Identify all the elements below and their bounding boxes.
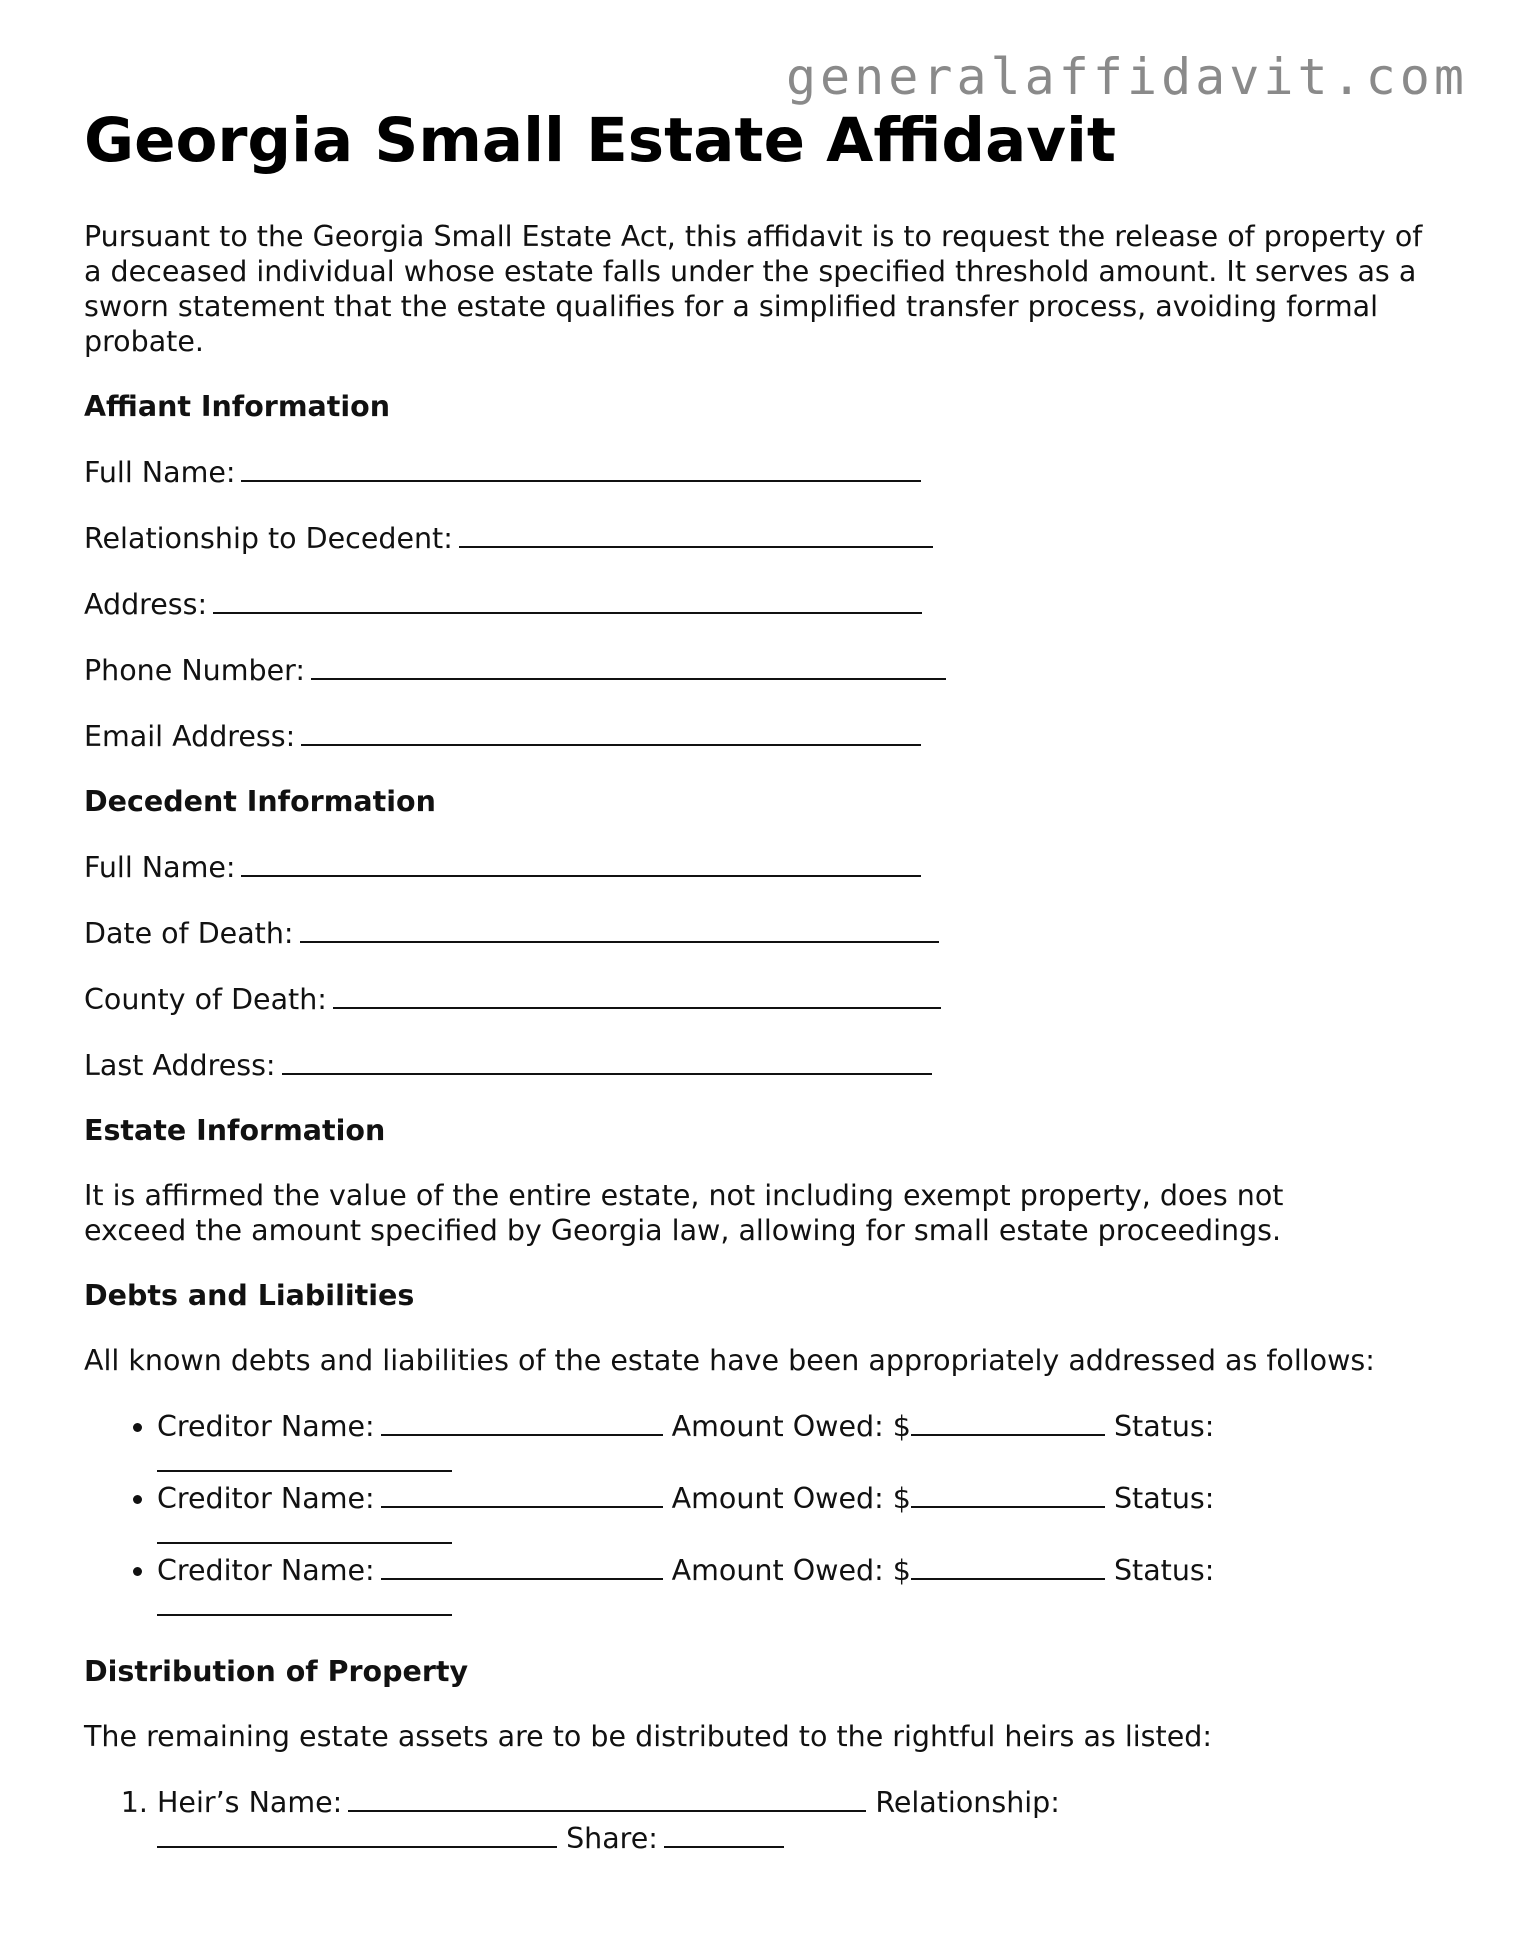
status-blank[interactable] xyxy=(157,1588,452,1616)
creditor-list xyxy=(84,1408,1464,1624)
heir-relationship-blank[interactable] xyxy=(157,1820,557,1848)
creditor-name-blank[interactable] xyxy=(381,1480,663,1508)
affiant-address-label: Address: xyxy=(84,588,208,621)
affiant-email-field xyxy=(84,718,1464,754)
affiant-email-label: Email Address: xyxy=(84,720,296,753)
affiant-email-blank[interactable] xyxy=(301,718,921,746)
affiant-relationship-label: Relationship to Decedent: xyxy=(84,522,453,555)
amount-owed-blank[interactable] xyxy=(911,1480,1105,1508)
decedent-full-name-label: Full Name: xyxy=(84,851,236,884)
heir-name-blank[interactable] xyxy=(348,1784,866,1812)
status-blank[interactable] xyxy=(157,1516,452,1544)
debts-paragraph: All known debts and liabilities of the estate have been appropriately addressed as follows: xyxy=(84,1344,1375,1377)
decedent-last-address-field xyxy=(84,1047,1464,1083)
creditor-name-label: Creditor Name: xyxy=(157,1410,375,1443)
document-title: Georgia Small Estate Affidavit xyxy=(84,105,1117,176)
affiant-full-name-field xyxy=(84,454,1464,490)
creditor-name-blank[interactable] xyxy=(381,1408,663,1436)
affiant-relationship-field xyxy=(84,520,1464,556)
status-blank[interactable] xyxy=(157,1444,452,1472)
amount-owed-blank[interactable] xyxy=(911,1408,1105,1436)
creditor-name-label: Creditor Name: xyxy=(157,1482,375,1515)
affiant-address-field xyxy=(84,586,1464,622)
decedent-date-of-death-label: Date of Death: xyxy=(84,917,294,950)
affiant-phone-field xyxy=(84,652,1464,688)
heir-share-label: Share: xyxy=(566,1822,658,1855)
affiant-relationship-blank[interactable] xyxy=(459,520,933,548)
heir-name-label: Heir’s Name: xyxy=(157,1786,343,1819)
estate-heading: Estate Information xyxy=(84,1114,386,1147)
affidavit-document xyxy=(84,103,1464,1856)
decedent-county-field xyxy=(84,981,1464,1017)
heir-list xyxy=(84,1784,1464,1856)
affiant-address-blank[interactable] xyxy=(213,586,922,614)
affiant-phone-label: Phone Number: xyxy=(84,654,305,687)
list-item xyxy=(157,1480,1464,1552)
distribution-heading: Distribution of Property xyxy=(84,1655,469,1688)
decedent-county-label: County of Death: xyxy=(84,983,327,1016)
status-label: Status: xyxy=(1113,1482,1215,1515)
amount-owed-label: Amount Owed: $ xyxy=(671,1482,911,1515)
list-item xyxy=(157,1784,1464,1856)
status-label: Status: xyxy=(1113,1410,1215,1443)
amount-owed-label: Amount Owed: $ xyxy=(671,1554,911,1587)
affiant-heading: Affiant Information xyxy=(84,390,391,423)
status-label: Status: xyxy=(1113,1554,1215,1587)
decedent-last-address-label: Last Address: xyxy=(84,1049,276,1082)
heir-relationship-label: Relationship: xyxy=(875,1786,1060,1819)
list-item xyxy=(157,1408,1464,1480)
decedent-full-name-field xyxy=(84,849,1464,885)
decedent-county-blank[interactable] xyxy=(333,981,941,1009)
heir-share-blank[interactable] xyxy=(664,1820,784,1848)
decedent-full-name-blank[interactable] xyxy=(241,849,921,877)
debts-heading: Debts and Liabilities xyxy=(84,1279,415,1312)
decedent-date-of-death-field xyxy=(84,915,1464,951)
estate-paragraph: It is affirmed the value of the entire estate, not including exempt property, does not exceed the amount specified by Georgia law, allowing for small estate proceedings. xyxy=(84,1179,1284,1247)
decedent-heading: Decedent Information xyxy=(84,785,436,818)
list-item xyxy=(157,1552,1464,1624)
affiant-full-name-label: Full Name: xyxy=(84,456,236,489)
decedent-last-address-blank[interactable] xyxy=(282,1047,932,1075)
creditor-name-label: Creditor Name: xyxy=(157,1554,375,1587)
decedent-date-of-death-blank[interactable] xyxy=(300,915,939,943)
intro-paragraph: Pursuant to the Georgia Small Estate Act, this affidavit is to request the release of property of a deceased individual whose estate falls under the specified threshold amount. It serves as a sworn statement that the estate qualifies for a simplified transfer process, avoiding formal probate. xyxy=(84,220,1423,358)
affiant-full-name-blank[interactable] xyxy=(241,454,921,482)
creditor-name-blank[interactable] xyxy=(381,1552,663,1580)
amount-owed-label: Amount Owed: $ xyxy=(671,1410,911,1443)
site-watermark: generalaffidavit.com xyxy=(785,48,1468,106)
distribution-paragraph: The remaining estate assets are to be distributed to the rightful heirs as listed: xyxy=(84,1720,1212,1753)
affiant-phone-blank[interactable] xyxy=(311,652,946,680)
amount-owed-blank[interactable] xyxy=(911,1552,1105,1580)
